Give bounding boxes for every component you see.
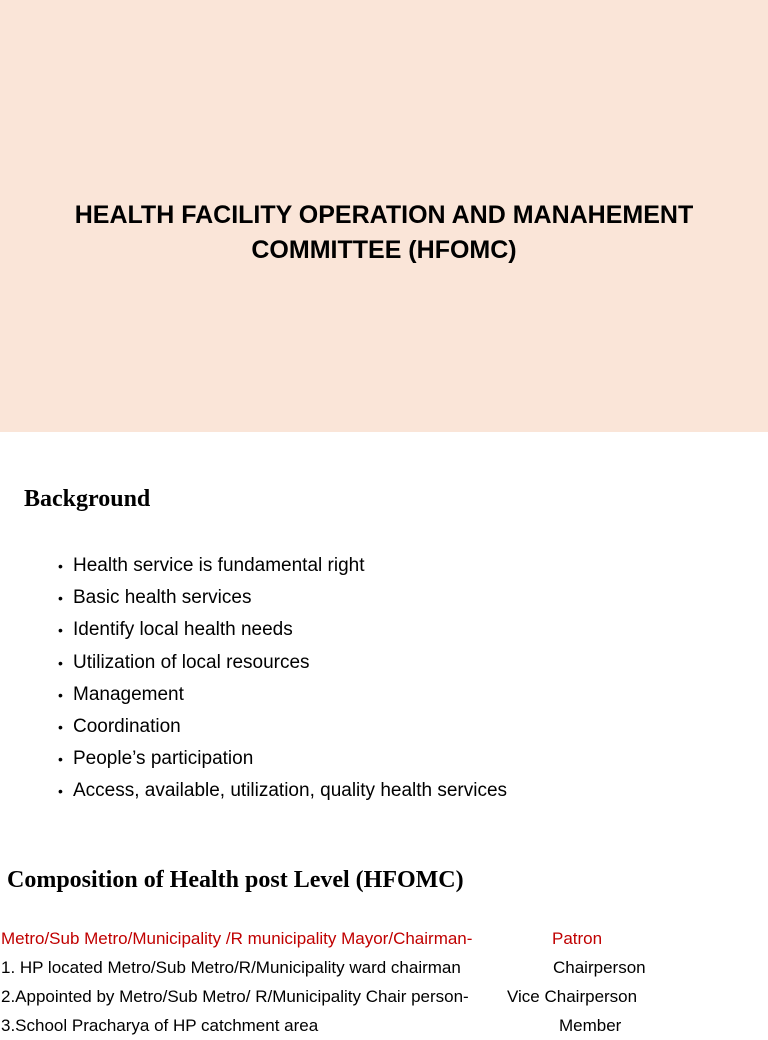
bullet-text: Access, available, utilization, quality health services (73, 780, 508, 802)
background-slide (0, 432, 768, 832)
bullet-icon: • (58, 783, 63, 800)
bullet-text: Identify local health needs (73, 619, 293, 641)
composition-member-source: 1. HP located Metro/Sub Metro/R/Municipality ward chairman (1, 958, 461, 977)
composition-member-role: Chairperson (553, 958, 646, 977)
bullet-item (58, 743, 507, 775)
composition-slide (0, 832, 768, 1035)
composition-member-role: Patron (552, 929, 603, 948)
bullet-item (58, 550, 507, 582)
bullet-text: Coordination (73, 716, 181, 738)
bullet-icon: • (58, 751, 63, 768)
composition-row-member (0, 1011, 768, 1040)
bullet-icon: • (58, 622, 63, 639)
composition-member-role: Vice Chairperson (507, 987, 638, 1006)
bullet-text: People’s participation (73, 748, 254, 770)
background-bullet-list (58, 550, 507, 808)
bullet-icon: • (58, 558, 63, 574)
bullet-item (58, 582, 507, 614)
slide-title (20, 198, 748, 268)
composition-heading: Composition of Health post Level (HFOMC) (7, 867, 464, 893)
bullet-icon: • (58, 654, 63, 671)
bullet-text: Utilization of local resources (73, 651, 310, 673)
bullet-text: Management (73, 683, 184, 705)
composition-member-source: Metro/Sub Metro/Municipality /R municipality Mayor/Chairman- (1, 929, 473, 948)
bullet-icon: • (58, 590, 63, 607)
composition-member-role: Member (559, 1016, 622, 1035)
bullet-item (58, 775, 507, 807)
bullet-item (58, 614, 507, 646)
bullet-icon: • (58, 686, 63, 703)
composition-row-chairperson (0, 953, 768, 982)
bullet-item (58, 711, 507, 743)
bullet-item (58, 647, 507, 679)
composition-member-source: 3.School Pracharya of HP catchment area (1, 1016, 319, 1035)
bullet-text: Basic health services (73, 587, 252, 609)
bullet-icon: • (58, 719, 63, 736)
slide-title-line-1: HEALTH FACILITY OPERATION AND MANAHEMENT (74, 201, 694, 229)
bullet-text: Health service is fundamental right (73, 555, 365, 576)
slide-title-line-2: COMMITTEE (HFOMC) (251, 236, 517, 264)
background-heading: Background (24, 486, 151, 512)
bullet-item (58, 679, 507, 711)
composition-row-patron (0, 924, 768, 953)
title-slide (0, 0, 768, 432)
composition-row-vice-chairperson (0, 982, 768, 1011)
composition-member-source: 2.Appointed by Metro/Sub Metro/ R/Municipality Chair person- (1, 987, 469, 1006)
